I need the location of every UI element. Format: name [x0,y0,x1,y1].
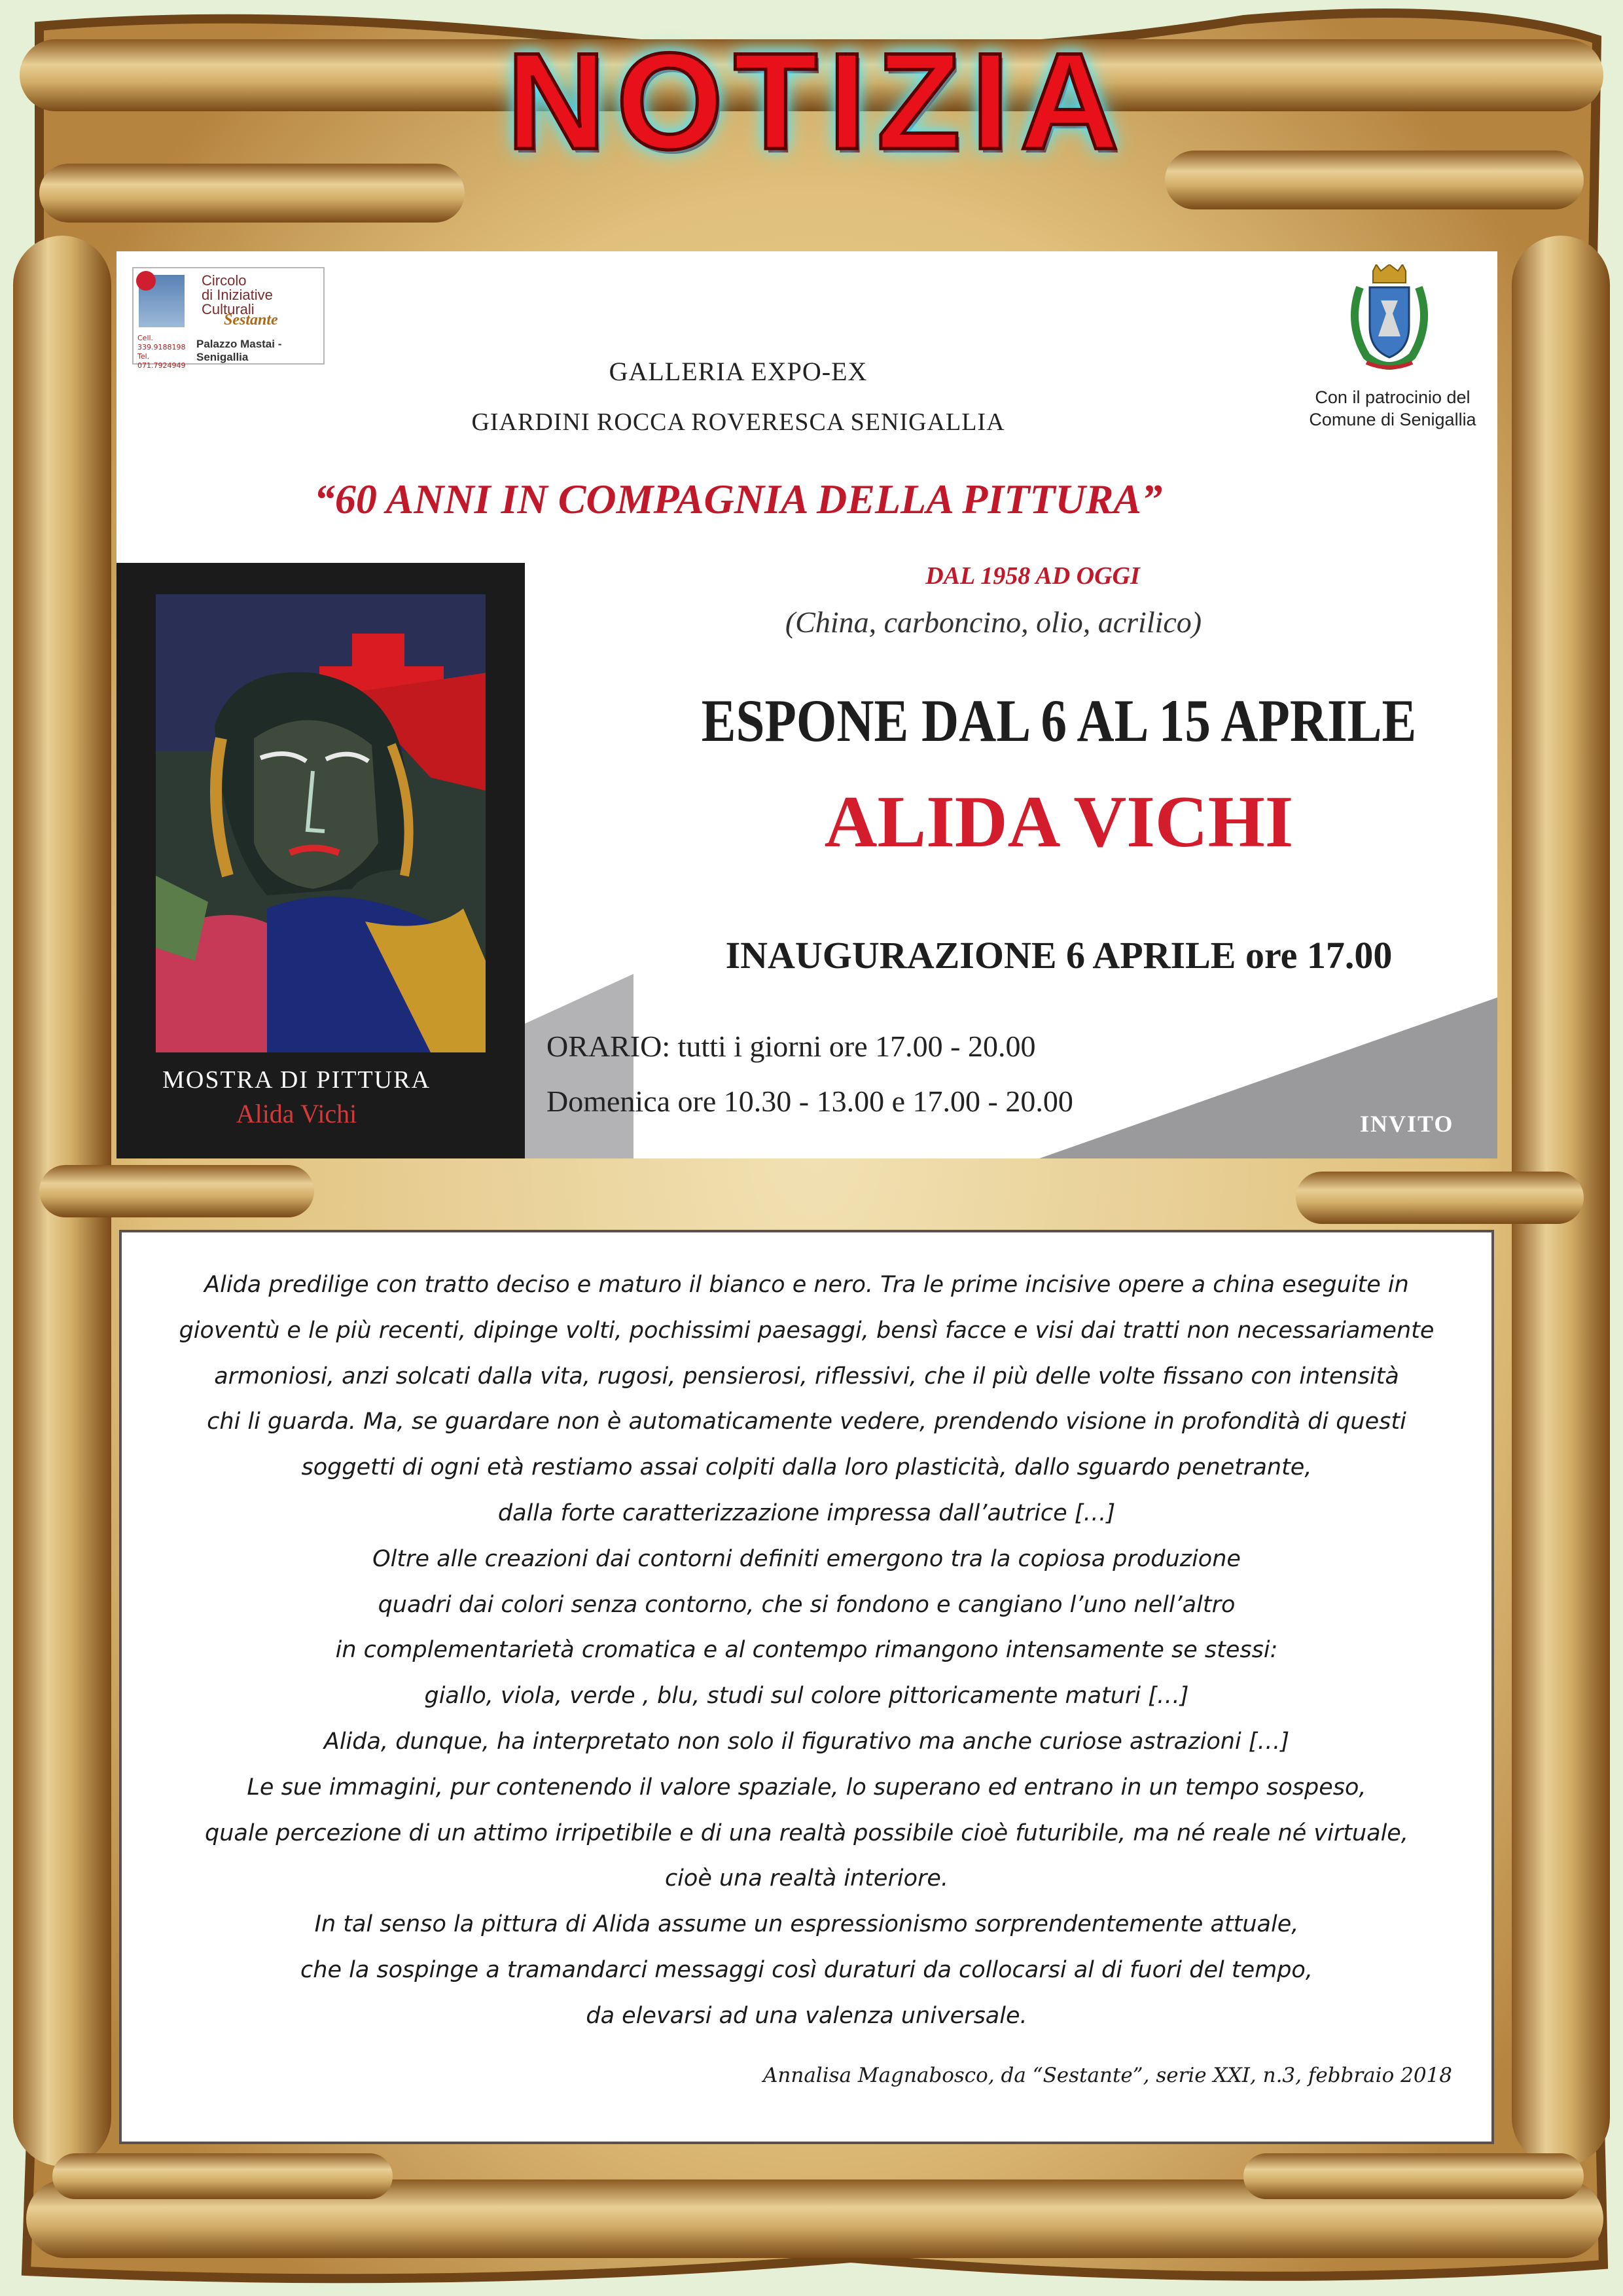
logo-name: Sestante [224,312,278,329]
exhibition-title: “60 ANNI IN COMPAGNIA DELLA PITTURA” [313,476,1163,522]
article-line: In tal senso la pittura di Alida assume un espressionismo sorprendentemente attuale, [314,1911,1299,1938]
article-line: giallo, viola, verde , blu, studi sul colore pittoricamente maturi […] [424,1683,1189,1710]
article-line: Oltre alle creazioni dai contorni definiti emergono tra la copiosa produzione [372,1545,1241,1572]
exhibition-invitation [116,251,1497,1158]
period-subtitle: DAL 1958 AD OGGI [925,562,1140,590]
panel-artist-name: Alida Vichi [236,1099,357,1128]
article-line: cioè una realtà interiore. [664,1865,949,1892]
article-text [122,1263,1491,2039]
article-line: che la sospinge a tramandarci messaggi così duraturi da collocarsi al di fuori del tempo, [300,1956,1313,1983]
invite-label: INVITO [1360,1111,1454,1137]
article-line: gioventù e le più recenti, dipinge volti, pochissimi paesaggi, bensì facce e visi dai tratti non necessariamente [179,1317,1435,1344]
page-title: NOTIZIA [507,24,1130,178]
article-line: Le sue immagini, pur contenendo il valore spaziale, lo superano ed entrano in un tempo sospeso, [247,1774,1366,1801]
portrait-painting [156,594,486,1052]
palazzo-building-icon [139,275,185,327]
article-line: chi li guarda. Ma, se guardare non è automaticamente vedere, prendendo visione in profondità di questi [207,1408,1406,1435]
patronage-note: Con il patrocinio del Comune di Senigallia [1309,387,1476,429]
article-line: quale percezione di un attimo irripetibile e di una realtà possibile cioè futuribile, ma né reale né virtuale, [205,1820,1408,1846]
sestante-logo [132,267,325,370]
venue-name: GALLERIA EXPO-EX [609,357,868,386]
opening-time: INAUGURAZIONE 6 APRILE ore 17.00 [725,934,1393,977]
article-box [119,1230,1494,2144]
article-signature: Annalisa Magnabosco, da “Sestante”, serie XXI, n.3, febbraio 2018 [763,2064,1452,2087]
article-line: quadri dai colori senza contorno, che si fondono e cangiano l’uno nell’altro [378,1591,1236,1618]
logo-text: Circolo di Iniziative Culturali [202,272,273,317]
venue-location: GIARDINI ROCCA ROVERESCA SENIGALLIA [471,408,1005,436]
logo-place: Palazzo Mastai - Senigallia [196,338,282,363]
article-line: da elevarsi ad una valenza universale. [586,2002,1027,2029]
opening-hours: ORARIO: tutti i giorni ore 17.00 - 20.00 [546,1030,1036,1063]
article-line: Alida, dunque, ha interpretato non solo il figurativo ma anche curiose astrazioni […] [323,1728,1290,1755]
article-line: soggetti di ogni età restiamo assai colpiti dalla loro plasticità, dallo sguardo penetrante, [301,1454,1312,1481]
logo-phones: Cell. 339.9188198 Tel. 071.7924949 [137,334,186,370]
article-line: armoniosi, anzi solcati dalla vita, rugosi, pensierosi, riflessivi, che il più delle volte fissano con intensità [214,1363,1399,1390]
panel-label: MOSTRA DI PITTURA [162,1066,431,1094]
article-line: in complementarietà cromatica e al contempo rimangono intensamente se stessi: [335,1637,1278,1664]
article-line: Alida predilige con tratto deciso e maturo il bianco e nero. Tra le prime incisive opere a china eseguite in [204,1272,1409,1298]
sunday-hours: Domenica ore 10.30 - 13.00 e 17.00 - 20.00 [546,1085,1073,1118]
article-line: dalla forte caratterizzazione impressa dall’autrice […] [497,1499,1116,1526]
exhibition-dates: ESPONE DAL 6 AL 15 APRILE [701,687,1417,754]
techniques-note: (China, carboncino, olio, acrilico) [785,605,1202,639]
artist-name: ALIDA VICHI [824,781,1294,863]
